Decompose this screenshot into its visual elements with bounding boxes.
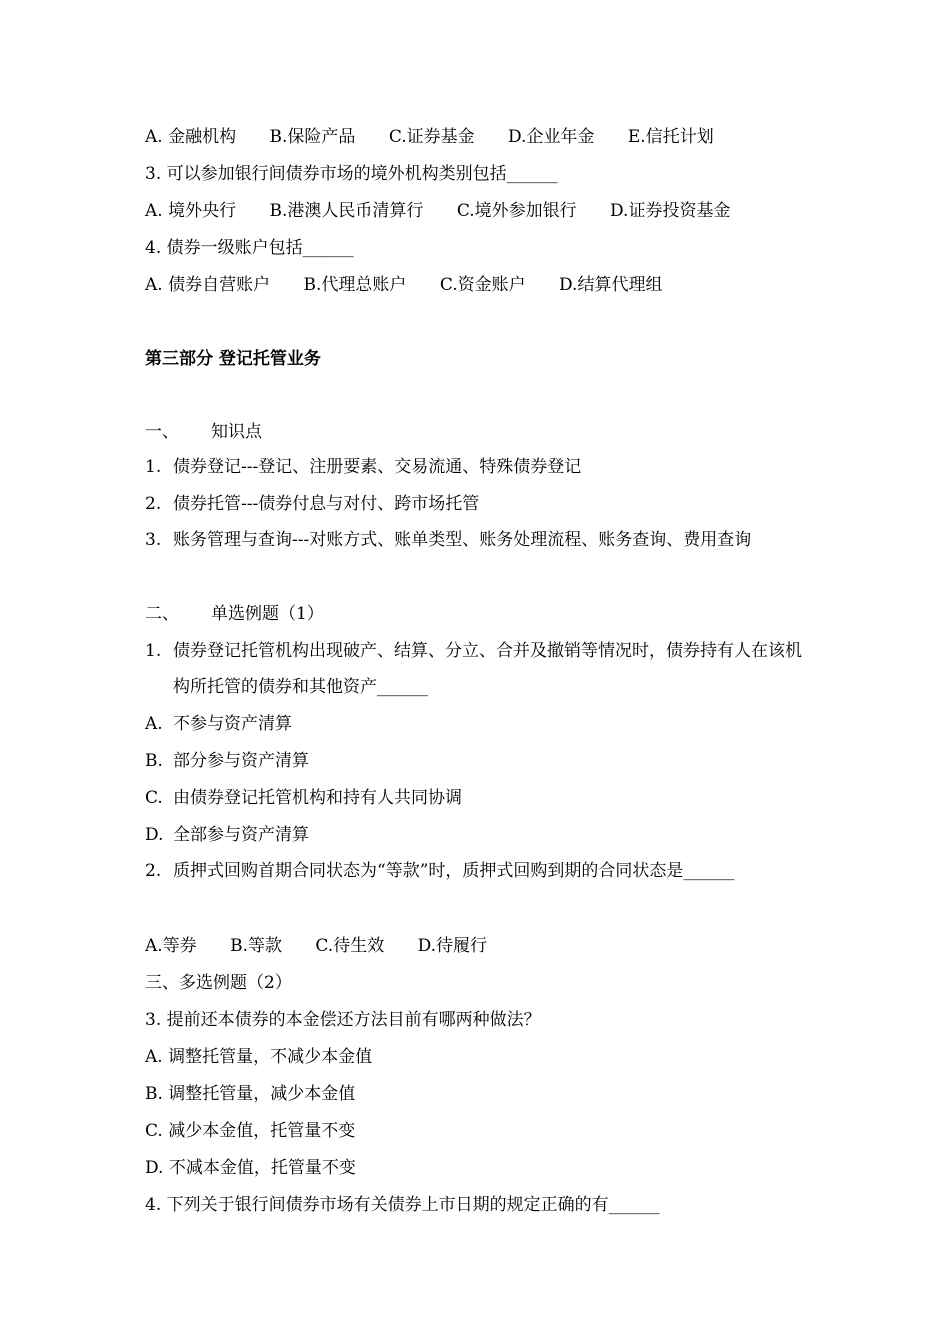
option-c: C.资金账户 — [439, 275, 526, 295]
option-c: C.境外参加银行 — [456, 201, 577, 221]
option-c: C.待生效 — [315, 936, 385, 956]
option-a: A. 境外央行 — [145, 201, 237, 221]
sq1-option-d: D. 全部参与资产清算 — [145, 825, 309, 845]
mq3-option-c: C. 减少本金值，托管量不变 — [145, 1121, 356, 1141]
multi-choice-heading: 三、多选例题（2） — [145, 973, 292, 993]
question-3: 3. 可以参加银行间债券市场的境外机构类别包括______ — [145, 164, 558, 184]
knowledge-item-2: 2. 债券托管---债券付息与对付、跨市场托管 — [145, 494, 480, 514]
multi-question-4: 4. 下列关于银行间债券市场有关债券上市日期的规定正确的有______ — [145, 1195, 660, 1215]
option-d: D.待履行 — [417, 936, 488, 956]
single-choice-num: 二、 — [145, 604, 179, 624]
single-choice-label: 单选例题（1） — [211, 604, 324, 624]
mq3-option-a: A. 调整托管量，不减少本金值 — [145, 1047, 373, 1067]
q4-options — [145, 274, 662, 296]
sq2-options — [145, 935, 487, 957]
mq3-option-d: D. 不减本金值，托管量不变 — [145, 1158, 356, 1178]
single-question-1: 1. 债券登记托管机构出现破产、结算、分立、合并及撤销等情况时，债券持有人在该机构所托管的债券和其他资产______ — [145, 641, 802, 697]
sq1-option-b: B. 部分参与资产清算 — [145, 751, 309, 771]
option-d: D.企业年金 — [508, 127, 595, 147]
sq1-option-c: C. 由债券登记托管机构和持有人共同协调 — [145, 788, 462, 808]
mq3-option-b: B. 调整托管量，减少本金值 — [145, 1084, 356, 1104]
q2-options — [145, 126, 714, 148]
question-4: 4. 债券一级账户包括______ — [145, 238, 354, 258]
option-c: C.证券基金 — [388, 127, 475, 147]
knowledge-heading — [145, 421, 262, 443]
option-b: B.港澳人民币清算行 — [269, 201, 424, 221]
single-question-2: 2. 质押式回购首期合同状态为“等款”时，质押式回购到期的合同状态是______ — [145, 861, 735, 881]
single-choice-heading — [145, 603, 324, 625]
option-b: B.保险产品 — [269, 127, 356, 147]
knowledge-item-1: 1. 债券登记---登记、注册要素、交易流通、特殊债券登记 — [145, 457, 582, 477]
option-a: A. 债券自营账户 — [145, 275, 271, 295]
option-e: E.信托计划 — [627, 127, 714, 147]
knowledge-label: 知识点 — [211, 422, 262, 442]
option-a: A. 金融机构 — [145, 127, 237, 147]
option-b: B.代理总账户 — [303, 275, 407, 295]
part3-title: 第三部分 登记托管业务 — [145, 349, 321, 369]
knowledge-num: 一、 — [145, 422, 179, 442]
multi-question-3: 3. 提前还本债券的本金偿还方法目前有哪两种做法？ — [145, 1010, 541, 1030]
knowledge-item-3: 3. 账务管理与查询---对账方式、账单类型、账务处理流程、账务查询、费用查询 — [145, 530, 752, 550]
sq1-option-a: A. 不参与资产清算 — [145, 714, 292, 734]
option-d: D.结算代理组 — [559, 275, 663, 295]
option-d: D.证券投资基金 — [610, 201, 731, 221]
option-a: A.等券 — [145, 936, 197, 956]
q3-options — [145, 200, 730, 222]
option-b: B.等款 — [230, 936, 282, 956]
